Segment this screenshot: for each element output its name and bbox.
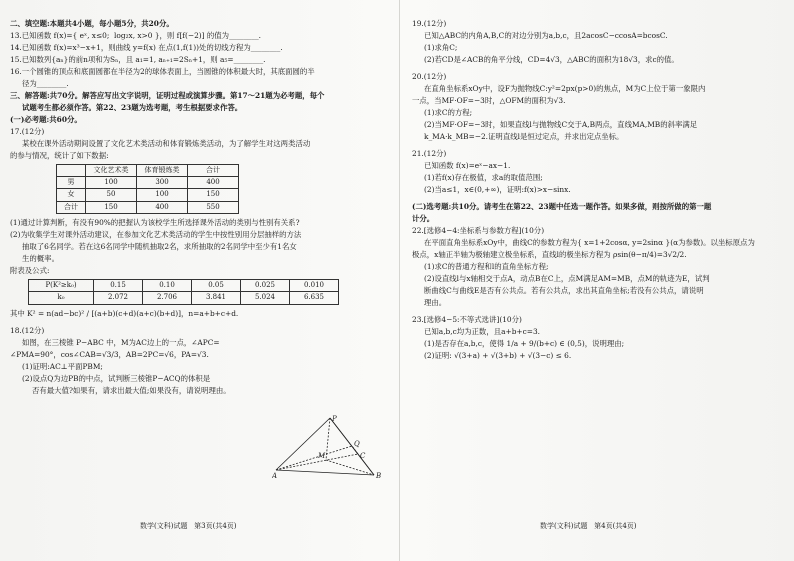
vertex-label-C: C	[360, 452, 366, 460]
question-23-part1: (1)是否存在a,b,c，使得 1/a + 9/(b+c) ∈ (0,5)，说明理由;	[424, 338, 625, 348]
table-cell: 6.635	[290, 292, 339, 304]
question-17-part2-cont: 抽取了6名同学。若在这6名同学中随机抽取2名，求所抽取的2名同学中至少有1名女	[22, 242, 297, 252]
question-21-text: 已知函数 f(x)=eˣ−ax−1.	[424, 160, 511, 170]
question-23-part2: (2)证明: √(3+a) + √(3+b) + √(3−c) ≤ 6.	[424, 350, 572, 360]
table-cell: 0.010	[290, 280, 339, 292]
question-19-part1: (1)求角C;	[424, 42, 458, 52]
appendix-label: 附表及公式:	[10, 266, 50, 276]
question-17-text: 的参与情况，统计了如下数据:	[10, 150, 109, 160]
section-header-cont: 试题考生都必须作答。第22、23题为选考题，考生根据要求作答。	[22, 102, 243, 112]
page-footer-right: 数学(文科)试题 第4页(共4页)	[540, 522, 637, 530]
table-cell: 150	[86, 201, 137, 213]
question-22-part2-cont: 断曲线C与曲线E是否有公共点。若有公共点，求出其直角坐标;若没有公共点，请说明	[424, 285, 704, 295]
table-cell: 0.10	[143, 280, 192, 292]
question-20-text: 一点，当MF·OF=−3时，△OFM的面积为√3.	[412, 95, 566, 105]
question-22-title: 22.[选修4−4:坐标系与参数方程](10分)	[412, 225, 545, 235]
table-cell: 0.15	[94, 280, 143, 292]
vertex-label-B: B	[376, 472, 382, 480]
question-21-title: 21.(12分)	[412, 148, 447, 158]
question-18-part2: (2)设点Q为边PB的中点，试判断三棱锥P−ACQ的体积是	[22, 373, 211, 383]
edge-PA	[276, 418, 330, 470]
question-14: 14.已知函数 f(x)=x³−x+1，则曲线 y=f(x) 在点(1,f(1))处的切线方程为________.	[10, 42, 283, 52]
question-22-text: 在平面直角坐标系xOy中，曲线C的参数方程为{ x=1+2cosα, y=2sinα }(α为参数)。以坐标原点为	[424, 237, 755, 247]
question-17-part2-cont: 生的概率。	[22, 254, 59, 264]
table-cell: 5.024	[241, 292, 290, 304]
survey-table	[56, 164, 239, 214]
table-cell: 0.05	[192, 280, 241, 292]
question-13: 13.已知函数 f(x)={ eˣ, x≤0; log₂x, x>0 }，则 f[f(−2)] 的值为________.	[10, 30, 261, 40]
question-21-part1: (1)若f(x)存在极值，求a的取值范围;	[424, 172, 543, 182]
question-17-part2: (2)为收集学生对课外活动建议，在参加文化艺术类活动的学生中按性别用分层抽样的方法	[10, 230, 302, 240]
table-cell: 女	[57, 189, 86, 201]
question-23-text: 已知a,b,c均为正数，且a+b+c=3.	[424, 326, 541, 336]
vertex-label-M: M	[318, 452, 326, 460]
question-17-text: 某校在课外活动期间设置了文化艺术类活动和体育锻炼类活动，为了解学生对这两类活动	[22, 138, 311, 148]
table-header-row	[57, 164, 239, 176]
vertex-label-A: A	[272, 472, 278, 480]
table-cell	[57, 164, 86, 176]
vertex-label-P: P	[332, 415, 337, 423]
table-cell: 100	[86, 177, 137, 189]
table-cell: 100	[137, 189, 188, 201]
table-cell: 550	[188, 201, 239, 213]
question-19-text: 已知△ABC的内角A,B,C的对边分别为a,b,c，且2acosC−ccosA=bcosC.	[424, 30, 668, 40]
question-16-cont: 径为________.	[22, 78, 69, 88]
edge-AQ	[276, 446, 352, 470]
edge-AC	[276, 454, 358, 470]
question-18-part1: (1)证明:AC⊥平面PBM;	[22, 361, 103, 371]
question-21-part2: (2)当a≤1，x∈(0,+∞)，证明:f(x)>x−sinx.	[424, 184, 571, 194]
question-18-text: 如图，在三棱锥 P−ABC 中，M为AC边上的一点，∠APC=	[22, 337, 220, 347]
page-fold	[399, 0, 400, 561]
chi-square-formula: 其中 K² = n(ad−bc)² / [(a+b)(c+d)(a+c)(b+d)]，n=a+b+c+d.	[10, 308, 239, 318]
table-cell: k₀	[29, 292, 94, 304]
question-23-title: 23.[选修4−5:不等式选讲](10分)	[412, 314, 522, 324]
table-cell: 150	[188, 189, 239, 201]
question-18-part2-cont: 否有最大值?如果有，请求出最大值;如果没有，请说明理由。	[32, 385, 231, 395]
question-20-part1: (1)求C的方程;	[424, 107, 473, 117]
question-18-text: ∠PMA=90°，cos∠CAB=√3/3，AB=2PC=√6，PA=√3.	[10, 349, 209, 359]
question-15: 15.已知数列{aₙ}的前n项和为Sₙ，且 a₁=1, aₙ₊₁=2Sₙ+1，则 a₅=________.	[10, 54, 266, 64]
pyramid-figure	[272, 414, 388, 480]
table-cell: 2.706	[143, 292, 192, 304]
table-cell: 合计	[188, 164, 239, 176]
question-20-title: 20.(12分)	[412, 71, 447, 81]
table-row	[29, 292, 339, 304]
question-20-text: 在直角坐标系xOy中，设F为抛物线C:y²=2px(p>0)的焦点，M为C上位于第一象限内	[424, 83, 706, 93]
question-19-part2: (2)若CD是∠ACB的角平分线，CD=4√3，△ABC的面积为18√3，求c的值。	[424, 54, 679, 64]
table-cell: 合计	[57, 201, 86, 213]
critical-value-table	[28, 279, 339, 305]
table-cell: 400	[188, 177, 239, 189]
table-cell: 男	[57, 177, 86, 189]
question-17-title: 17.(12分)	[10, 126, 45, 136]
table-row	[29, 280, 339, 292]
section-header-cont: 计分。	[412, 213, 435, 223]
question-22-part2-cont: 理由。	[424, 297, 447, 307]
table-cell: 2.072	[94, 292, 143, 304]
question-20-part2: (2)当MF·OF=−3时，如果直线l与抛物线C交于A,B两点，直线MA,MB的斜率满足	[424, 119, 698, 129]
section-header: 三、解答题:共70分。解答应写出文字说明，证明过程或演算步骤。第17～21题为必考题，每个	[10, 90, 325, 100]
subsection-header: (一)必考题:共60分。	[10, 114, 82, 124]
section-header: (二)选考题:共10分。请考生在第22、23题中任选一题作答。如果多做，则按所做的第一题	[412, 201, 712, 211]
question-18-title: 18.(12分)	[10, 325, 45, 335]
table-cell: 300	[137, 177, 188, 189]
table-row	[57, 177, 239, 189]
edge-AB	[276, 470, 374, 475]
page-footer-left: 数学(文科)试题 第3页(共4页)	[140, 522, 237, 530]
question-22-part1: (1)求C的普通方程和l的直角坐标方程;	[424, 261, 549, 271]
question-22-part2: (2)设直线l与x轴相交于点A，动点B在C上，点M满足AM=MB，点M的轨迹为E，试判	[424, 273, 710, 283]
page-4	[412, 18, 784, 362]
question-17-part1: (1)通过计算判断，有没有90%的把握认为该校学生所选择课外活动的类别与性别有关系?	[10, 218, 300, 228]
page-3	[10, 18, 388, 397]
table-row	[57, 189, 239, 201]
section-header: 二、填空题:本题共4小题，每小题5分，共20分。	[10, 19, 174, 28]
question-19-title: 19.(12分)	[412, 19, 447, 28]
table-cell: 文化艺术类	[86, 164, 137, 176]
question-20-part2-cont: k_MA·k_MB=−2.证明直线l是恒过定点，并求出定点坐标。	[424, 131, 624, 141]
table-cell: 3.841	[192, 292, 241, 304]
table-cell: 体育锻炼类	[137, 164, 188, 176]
vertex-label-Q: Q	[354, 440, 360, 448]
table-row	[57, 201, 239, 213]
table-cell: 0.025	[241, 280, 290, 292]
question-16: 16.一个圆锥的顶点和底面圆都在半径为2的球体表面上，当圆锥的体积最大时，其底面圆的半	[10, 66, 315, 76]
question-22-text: 极点，x轴正半轴为极轴建立极坐标系，直线l的极坐标方程为 ρsin(θ−π/4)=3√2/2.	[412, 249, 687, 259]
table-cell: P(K²≥k₀)	[29, 280, 94, 292]
table-cell: 50	[86, 189, 137, 201]
table-cell: 400	[137, 201, 188, 213]
